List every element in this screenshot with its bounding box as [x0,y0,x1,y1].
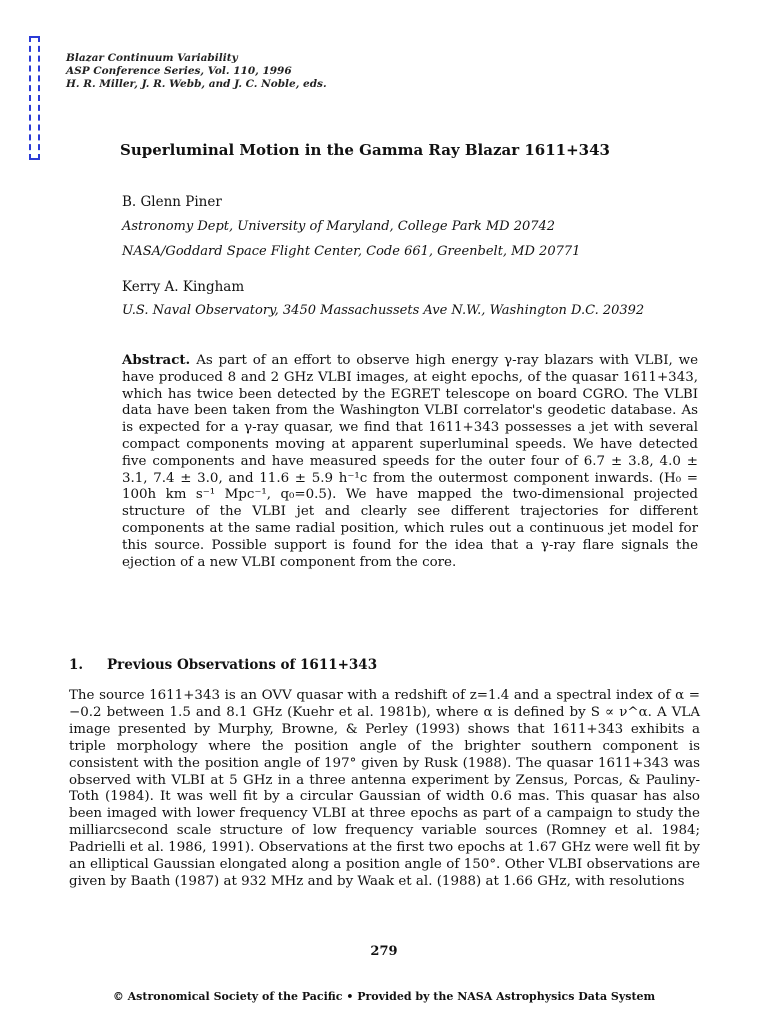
section-body: The source 1611+343 is an OVV quasar with a redshift of z=1.4 and a spectral index of α = −0.2 between 1.5 and 8.1 GHz (Kuehr et al. 1981b), where α is defined by S ∝ ν^α. A VLA image presented by Murphy, Browne, & Perley (1993) shows that 1611+343 exhibits a triple morphology where the position angle of the brighter southern component is consistent with the position angle of 197° given by Rusk (1988). The quasar 1611+343 was observed with VLBI at 5 GHz in a three antenna experiment by Zensus, Porcas, & Pauliny-Toth (1984). It was well fit by a circular Gaussian of width 0.6 mas. This quasar has also been imaged with lower frequency VLBI at three epochs as part of a campaign to study the milliarcsecond scale structure of low frequency variable sources (Romney et al. 1984; Padrielli et al. 1986, 1991). Observations at the first two epochs at 1.67 GHz were well fit by an elliptical Gaussian elongated along a position angle of 150°. Other VLBI observations are given by Baath (1987) at 932 MHz and by Waak et al. (1988) at 1.66 GHz, with resolutions [69,688,700,889]
paper-title: Superluminal Motion in the Gamma Ray Blazar 1611+343 [120,141,610,159]
abstract-text: As part of an effort to observe high energy γ-ray blazars with VLBI, we have produced 8 and 2 GHz VLBI images, at eight epochs, of the quasar 1611+343, which has twice been detected by the EGRET telescope on board CGRO. The VLBI data have been taken from the Washington VLBI correlator's geodetic database. As is expected for a γ-ray quasar, we find that 1611+343 possesses a jet with several compact components moving at apparent superluminal speeds. We have detected five components and have measured speeds for the outer four of 6.7 ± 3.8, 4.0 ± 3.1, 7.4 ± 3.0, and 11.6 ± 5.9 h⁻¹c from the outermost component inwards. (H₀ = 100h km s⁻¹ Mpc⁻¹, q₀=0.5). We have mapped the two-dimensional projected structure of the VLBI jet and clearly see different trajectories for different components at the same radial position, which rules out a continuous jet model for this source. Possible support is found for the idea that a γ-ray flare signals the ejection of a new VLBI component from the core. [122,353,698,570]
header-series: Blazar Continuum Variability [66,52,238,64]
section-number: 1. [69,657,84,673]
header-volume: ASP Conference Series, Vol. 110, 1996 [66,65,292,77]
page-number: 279 [370,944,398,959]
author-name: Kerry A. Kingham [122,279,245,295]
author-affiliation: U.S. Naval Observatory, 3450 Massachussets Ave N.W., Washington D.C. 20392 [122,303,645,318]
margin-marker [29,36,40,160]
author-affiliation: NASA/Goddard Space Flight Center, Code 661, Greenbelt, MD 20771 [122,244,581,259]
footer-credit: © Astronomical Society of the Pacific • Provided by the NASA Astrophysics Data System [112,990,656,1003]
section-title: Previous Observations of 1611+343 [107,657,378,673]
author-name: B. Glenn Piner [122,194,222,210]
abstract-label: Abstract. [122,352,191,368]
author-affiliation: Astronomy Dept, University of Maryland, College Park MD 20742 [122,219,556,234]
header-editors: H. R. Miller, J. R. Webb, and J. C. Noble, eds. [66,78,327,90]
conference-header [66,52,566,91]
section-heading [69,656,669,674]
abstract [122,352,698,571]
